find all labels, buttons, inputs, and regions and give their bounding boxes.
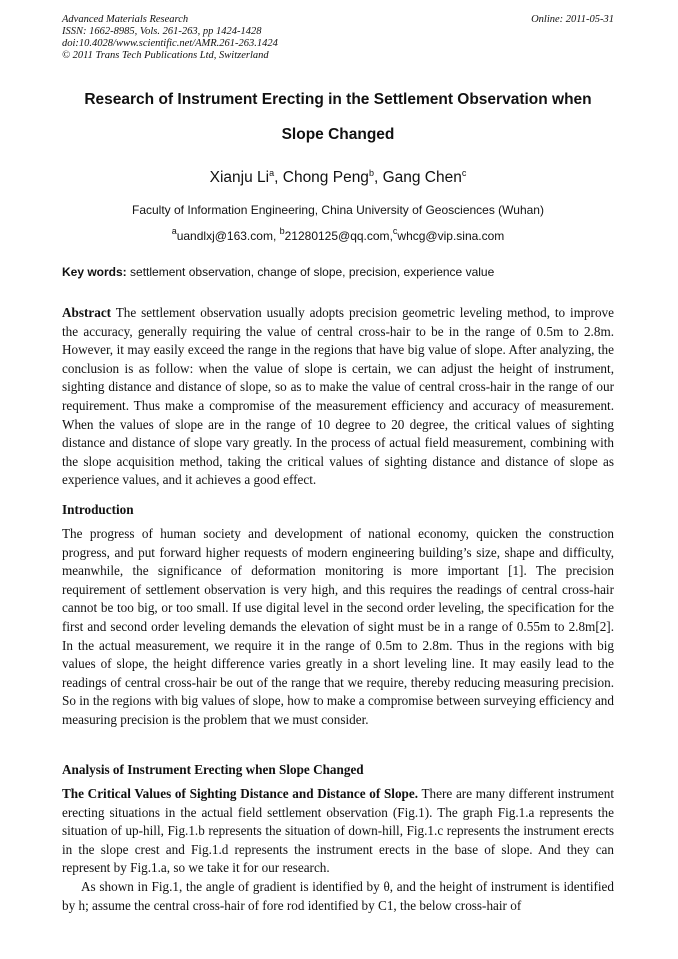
journal-copyright: © 2011 Trans Tech Publications Ltd, Switzerland <box>62 50 269 61</box>
email-address: uandlxj@163.com <box>176 229 273 243</box>
keywords-text: settlement observation, change of slope, precision, experience value <box>130 265 495 279</box>
abstract-text: The settlement observation usually adopts precision geometric leveling method, to improve the accuracy, generally requiring the value of central cross-hair to be in the range of 0.5m to 2.8m. However, it may easily exceed the range in the regions that have big value of slope. After analyzing, the conclusion is as follow: when the value of slope is certain, we can adjust the height of instrument, sighting distance and distance of slope, so as to make the value of central cross-hair in the range of our requirement. Thus make a compromise of the measurement efficiency and accuracy of measurement. When the values of slope are in the range of 10 degree to 20 degree, the critical values of sighting distance and distance of slope vary greatly. In the process of actual field measurement, combining with the slope acquisition method, taking the critical values of sighting distance and distance of slope as experience values, and it achieves a good effect. <box>62 305 614 488</box>
author-emails: $^a$uandlxj@163.com, $^b$21280125@qq.com,$^c$whcg@vip.sina.com <box>171 226 505 243</box>
analysis-paragraph-1 <box>62 785 614 878</box>
author-affil-mark: b <box>368 168 374 178</box>
abstract <box>62 304 614 490</box>
keywords <box>62 265 614 279</box>
journal-header <box>62 14 278 62</box>
journal-name: Advanced Materials Research <box>62 14 189 25</box>
abstract-label: Abstract <box>62 305 112 320</box>
keywords-label: Key words: <box>62 265 127 279</box>
paper-title-line-2: Slope Changed <box>281 126 395 143</box>
analysis-para1-text: There are many different instrument erecting situations in the actual field settlement observation (Fig.1). The graph Fig.1.a represents the situation of up-hill, Fig.1.b represents the situation of down-hill, Fig.1.c represents the instrument erects in the slope crest and Fig.1.d represents the instrument erects in the base of slope. And they can represent by Fig.1.a, so we take it for our research. <box>62 786 614 876</box>
author-list: Xianju Li$^a$, Chong Peng$^b$, Gang Chen$^c$ <box>209 168 467 186</box>
analysis-heading: Analysis of Instrument Erecting when Slope Changed <box>62 762 364 777</box>
journal-doi: doi:10.4028/www.scientific.net/AMR.261-263.1424 <box>62 38 278 49</box>
online-date: Online: 2011-05-31 <box>531 14 614 25</box>
author-affil-mark: a <box>269 168 275 178</box>
paper-title-line-1: Research of Instrument Erecting in the Settlement Observation when <box>84 91 592 108</box>
email-mark: b <box>279 226 285 236</box>
analysis-section <box>62 785 614 915</box>
author-affil-mark: c <box>461 168 467 178</box>
affiliation: Faculty of Information Engineering, China University of Geosciences (Wuhan) <box>132 203 544 217</box>
email-mark: a <box>171 226 177 236</box>
analysis-lead: The Critical Values of Sighting Distance and Distance of Slope. <box>62 786 419 801</box>
author-name: Gang Chen <box>382 169 462 186</box>
email-address: 21280125@qq.com <box>284 229 390 243</box>
author-name: Chong Peng <box>282 169 369 186</box>
introduction-text: The progress of human society and development of national economy, quicken the construction progress, and put forward higher requests of modern engineering building’s size, shape and difficulty, meanwhile, the significance of deformation monitoring is more important [1]. The precision requirement of settlement observation is very high, and this requires the readings of central cross-hair cannot be too big, or too small. If use digital level in the second order leveling, the specification for the first and second order leveling demands the elevation of sight must be in a range of 0.55m to 2.8m[2]. In the actual measurement, we require it in the range of 0.5m to 2.8m. Thus in the regions with big values of slope, the height difference varies greatly in a short leveling line. It may easily lead to the readings of central cross-hair be out of the range that we require, thereby reducing measuring precision. So in the regions with big values of slope, how to make a compromise between surveying efficiency and measuring precision is the problem that we must consider. <box>62 526 614 727</box>
analysis-paragraph-2: As shown in Fig.1, the angle of gradient is identified by θ, and the height of instrument is identified by h; assume the central cross-hair of fore rod identified by C1, the below cross-hair of <box>62 878 614 913</box>
email-address: whcg@vip.sina.com <box>397 229 505 243</box>
introduction-heading: Introduction <box>62 502 134 517</box>
email-mark: c <box>392 226 398 236</box>
author-name: Xianju Li <box>209 169 270 186</box>
journal-issn: ISSN: 1662-8985, Vols. 261-263, pp 1424-1428 <box>62 26 262 37</box>
